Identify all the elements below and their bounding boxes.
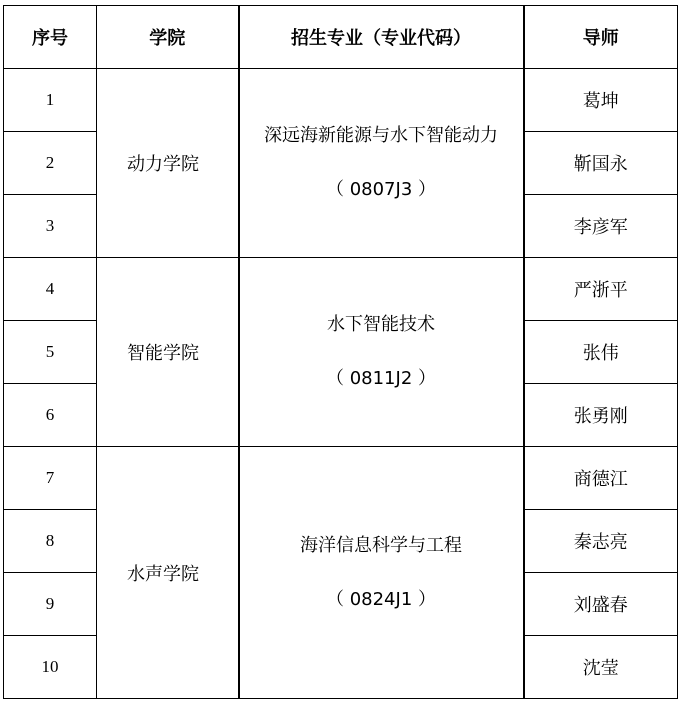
- advisor-cell: 商德江: [524, 447, 678, 510]
- row-number: 1: [4, 69, 97, 132]
- advisor-cell: 靳国永: [524, 132, 678, 195]
- row-number: 9: [4, 573, 97, 636]
- row-number: 5: [4, 321, 97, 384]
- advisor-table: [3, 5, 678, 699]
- major-cell: [239, 258, 524, 447]
- table-row: [4, 69, 678, 132]
- major-code: （ 0807J3 ）: [325, 179, 436, 200]
- table-container: [3, 5, 678, 699]
- header-advisor: 导师: [524, 6, 678, 69]
- table-row: [4, 447, 678, 510]
- major-name: 水下智能技术: [327, 314, 435, 335]
- advisor-cell: 张勇刚: [524, 384, 678, 447]
- advisor-cell: 秦志亮: [524, 510, 678, 573]
- advisor-cell: 严浙平: [524, 258, 678, 321]
- major-name: 海洋信息科学与工程: [300, 534, 462, 556]
- row-number: 8: [4, 510, 97, 573]
- header-major: 招生专业（专业代码）: [239, 6, 524, 69]
- advisor-cell: 葛坤: [524, 69, 678, 132]
- major-code: （ 0824J1 ）: [325, 588, 436, 610]
- row-number: 10: [4, 636, 97, 699]
- header-college: 学院: [97, 6, 239, 69]
- row-number: 7: [4, 447, 97, 510]
- major-cell: [239, 69, 524, 258]
- major-name: 深远海新能源与水下智能动力: [264, 125, 498, 146]
- advisor-cell: 李彦军: [524, 195, 678, 258]
- header-row: [4, 6, 678, 69]
- advisor-cell: 沈莹: [524, 636, 678, 699]
- row-number: 4: [4, 258, 97, 321]
- major-code: （ 0811J2 ）: [325, 368, 436, 389]
- header-no: 序号: [4, 6, 97, 69]
- row-number: 2: [4, 132, 97, 195]
- table-row: [4, 258, 678, 321]
- row-number: 3: [4, 195, 97, 258]
- advisor-cell: 张伟: [524, 321, 678, 384]
- college-cell: 动力学院: [97, 69, 239, 258]
- college-cell: 水声学院: [97, 447, 239, 699]
- college-cell: 智能学院: [97, 258, 239, 447]
- advisor-cell: 刘盛春: [524, 573, 678, 636]
- major-cell: [239, 447, 524, 699]
- row-number: 6: [4, 384, 97, 447]
